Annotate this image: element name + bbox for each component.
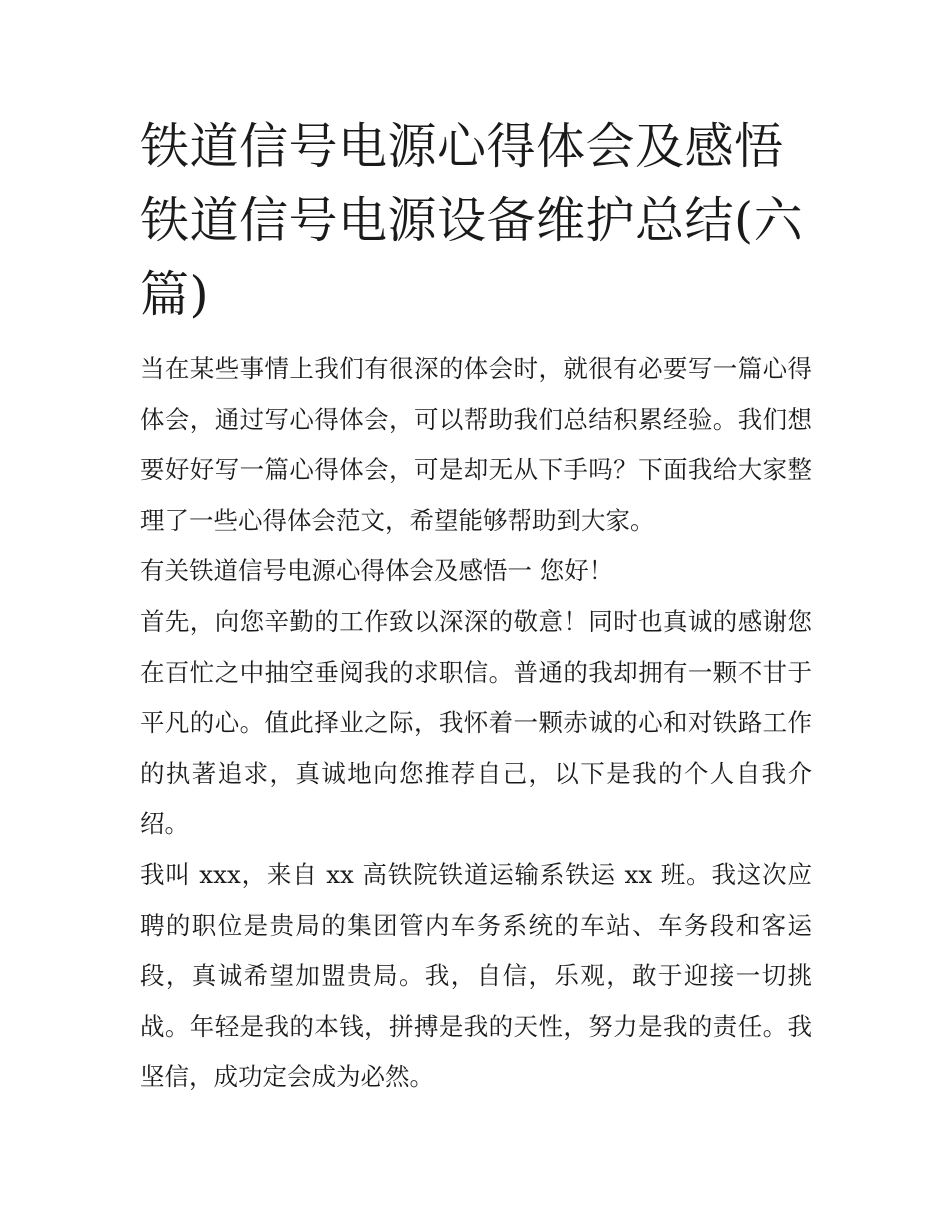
section-heading-paragraph: 有关铁道信号电源心得体会及感悟一 您好！ [140,556,614,586]
document-page [140,110,812,1103]
body-paragraph: 我叫 xxx，来自 xx 高铁院铁道运输系铁运 xx 班。我这次应聘的职位是贵局的集团管内车务系统的车站、车务段和客运段，真诚希望加盟贵局。我，自信，乐观，敢于迎接一切挑战。年轻是我的本钱，拼搏是我的天性，努力是我的责任。我坚信，成功定会成为必然。 [140,859,812,1092]
document-title: 铁道信号电源心得体会及感悟铁道信号电源设备维护总结(六篇) [140,118,804,323]
intro-paragraph: 当在某些事情上我们有很深的体会时，就很有必要写一篇心得体会，通过写心得体会，可以帮助我们总结积累经验。我们想要好好写一篇心得体会，可是却无从下手吗？下面我给大家整理了一些心得体会范文，希望能够帮助到大家。 [140,354,812,535]
body-paragraph: 首先，向您辛勤的工作致以深深的敬意！同时也真诚的感谢您在百忙之中抽空垂阅我的求职信。普通的我却拥有一颗不甘于平凡的心。值此择业之际，我怀着一颗赤诚的心和对铁路工作的执著追求，真诚地向您推荐自己，以下是我的个人自我介绍。 [140,606,812,839]
document-body [140,344,812,1103]
